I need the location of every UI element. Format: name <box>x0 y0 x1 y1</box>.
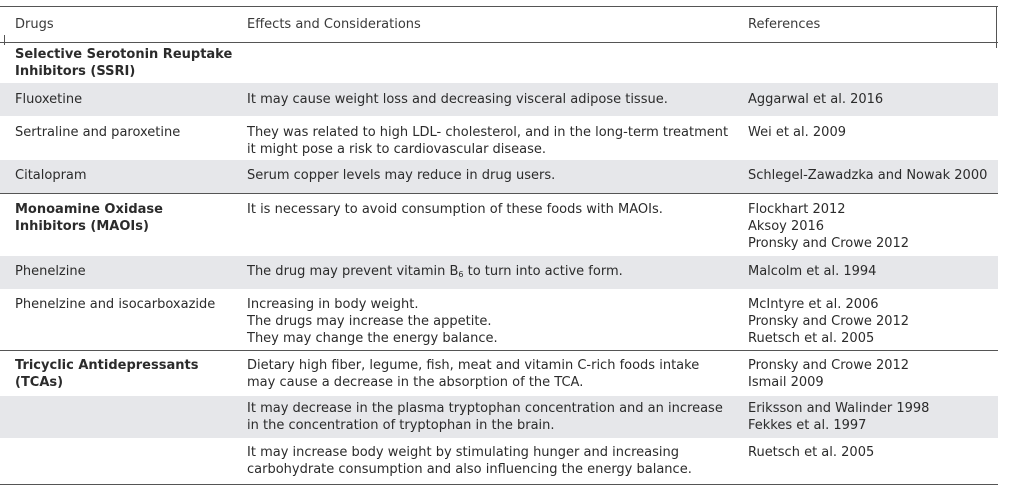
drug-name: Sertraline and paroxetine <box>15 125 181 140</box>
effect-text: Serum copper levels may reduce in drug users. <box>247 168 556 183</box>
group-separator <box>0 484 998 485</box>
reference-text: Pronsky and Crowe 2012 Ismail 2009 <box>748 358 910 390</box>
header-references: References <box>748 17 821 32</box>
table-row-phenelzine-isocarboxazide <box>0 289 998 350</box>
group-title-maoi: Monoamine Oxidase Inhibitors (MAOIs) <box>15 202 163 234</box>
reference-text: Ruetsch et al. 2005 <box>748 445 875 460</box>
reference-text: Schlegel-Zawadzka and Nowak 2000 <box>748 168 988 183</box>
group-title-tca: Tricyclic Antidepressants (TCAs) <box>15 358 199 390</box>
header-effects: Effects and Considerations <box>247 17 421 32</box>
effect-text: It may cause weight loss and decreasing visceral adipose tissue. <box>247 92 668 107</box>
reference-text: Eriksson and Walinder 1998 Fekkes et al. 1997 <box>748 401 930 433</box>
table-header <box>0 7 998 42</box>
table-row-tca-weight <box>0 438 998 484</box>
effect-text: The drug may prevent vitamin $B_6$ to turn into active form. <box>247 264 623 279</box>
table-row-citalopram <box>0 160 998 193</box>
reference-text: Aggarwal et al. 2016 <box>748 92 884 107</box>
header-drugs: Drugs <box>15 17 54 32</box>
drug-name: Phenelzine <box>15 264 86 279</box>
effect-text: It is necessary to avoid consumption of these foods with MAOIs. <box>247 202 663 217</box>
effect-text: Increasing in body weight. The drugs may increase the appetite. They may change the energy balance. <box>247 297 498 346</box>
reference-text: Flockhart 2012 Aksoy 2016 Pronsky and Crowe 2012 <box>748 202 910 251</box>
table-row-tca-tryptophan <box>0 396 998 438</box>
table-row-phenelzine <box>0 256 998 289</box>
header-rule <box>0 42 998 43</box>
group-row-tca <box>0 351 998 396</box>
effect-text: It may increase body weight by stimulating hunger and increasing carbohydrate consumption and also influencing the energy balance. <box>247 445 692 477</box>
effect-text: They was related to high LDL- cholesterol, and in the long-term treatment it might pose a risk to cardiovascular disease. <box>247 125 729 157</box>
reference-text: Wei et al. 2009 <box>748 125 846 140</box>
table-row-fluoxetine <box>0 83 998 116</box>
reference-text: Malcolm et al. 1994 <box>748 264 877 279</box>
drug-name: Fluoxetine <box>15 92 83 107</box>
drug-name: Citalopram <box>15 168 87 183</box>
table-row-sertraline <box>0 116 998 160</box>
drug-name: Phenelzine and isocarboxazide <box>15 297 216 312</box>
group-row-ssri <box>0 45 998 83</box>
effect-text: It may decrease in the plasma tryptophan concentration and an increase in the concentration of tryptophan in the brain. <box>247 401 723 433</box>
group-title-ssri: Selective Serotonin Reuptake Inhibitors (SSRI) <box>15 47 233 79</box>
group-row-maoi <box>0 194 998 256</box>
effect-text: Dietary high fiber, legume, fish, meat and vitamin C-rich foods intake may cause a decrease in the absorption of the TCA. <box>247 358 700 390</box>
reference-text: McIntyre et al. 2006 Pronsky and Crowe 2012 Ruetsch et al. 2005 <box>748 297 910 346</box>
